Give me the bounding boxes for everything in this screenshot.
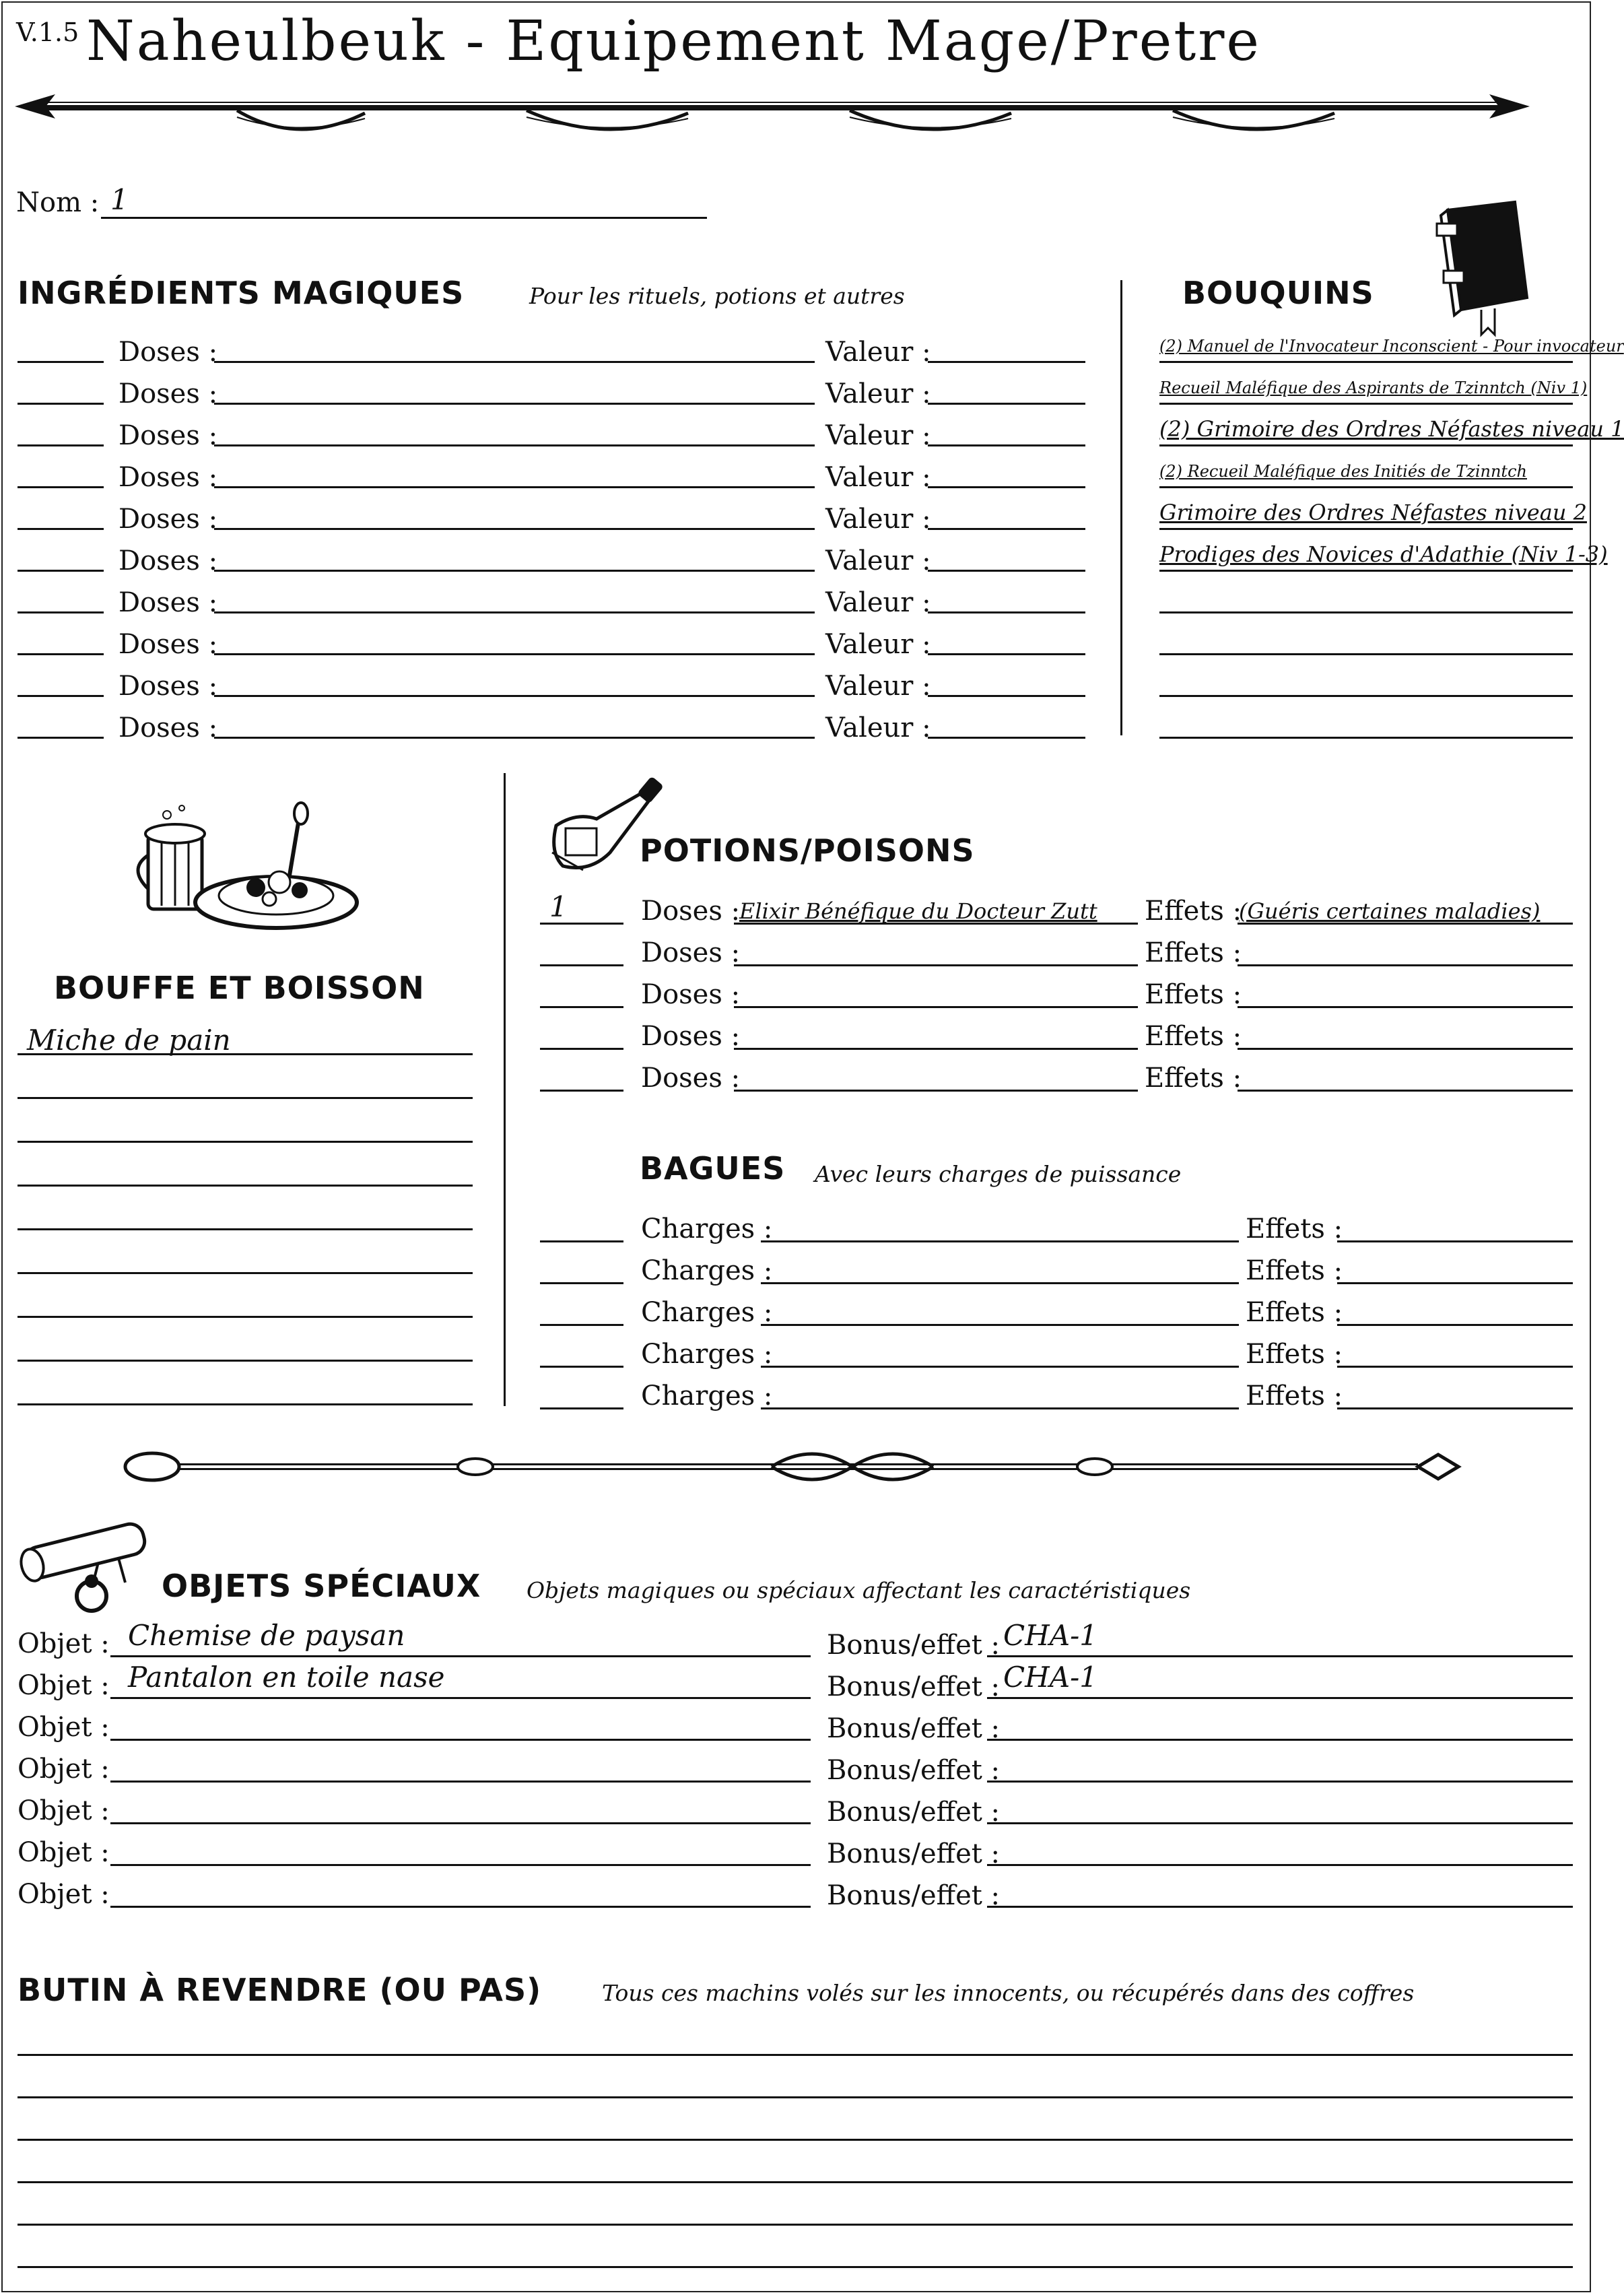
ingredient-qty-field[interactable] — [18, 653, 104, 655]
bonus-field[interactable] — [987, 1864, 1573, 1866]
objets-subtitle: Objets magiques ou spéciaux affectant les caractéristiques — [527, 1577, 1191, 1603]
bagues-title: BAGUES — [640, 1150, 786, 1187]
ingredient-value-field[interactable] — [928, 486, 1085, 488]
doses-label: Doses : — [119, 420, 218, 451]
effets-label: Effets : — [1145, 896, 1242, 927]
potion-effect-field[interactable] — [1238, 964, 1573, 966]
bague-effect-field[interactable] — [1337, 1282, 1573, 1284]
ingredient-value-field[interactable] — [928, 695, 1085, 697]
ingredient-name-field[interactable] — [214, 444, 815, 446]
valeur-label: Valeur : — [825, 337, 931, 368]
doses-label: Doses : — [119, 462, 218, 493]
bagues-subtitle: Avec leurs charges de puissance — [815, 1161, 1182, 1187]
bague-charges-field[interactable] — [761, 1407, 1239, 1409]
potion-name-value: Elixir Bénéfique du Docteur Zutt — [739, 898, 1097, 924]
bague-effect-field[interactable] — [1337, 1407, 1573, 1409]
potion-effect-value: (Guéris certaines maladies) — [1239, 898, 1541, 924]
bouquin-field[interactable] — [1159, 486, 1573, 488]
doses-label: Doses : — [641, 979, 741, 1010]
bouquin-entry: Prodiges des Novices d'Adathie (Niv 1-3) — [1159, 541, 1608, 567]
charges-label: Charges : — [641, 1339, 773, 1370]
objet-field[interactable] — [110, 1864, 811, 1866]
ingredient-qty-field[interactable] — [18, 570, 104, 572]
doses-label: Doses : — [641, 937, 741, 968]
objet-value: Pantalon en toile nase — [128, 1661, 445, 1694]
bonus-value: CHA-1 — [1003, 1619, 1098, 1652]
ingredient-qty-field[interactable] — [18, 737, 104, 739]
butin-field[interactable] — [18, 2054, 1573, 2056]
column-divider — [1120, 280, 1122, 735]
ingredient-name-field[interactable] — [214, 528, 815, 530]
bonus-label: Bonus/effet : — [827, 1630, 1001, 1661]
potion-qty-field[interactable] — [540, 964, 623, 966]
potion-effect-field[interactable] — [1238, 1090, 1573, 1092]
bouquin-field[interactable] — [1159, 444, 1573, 446]
bouquin-field[interactable] — [1159, 737, 1573, 739]
doses-label: Doses : — [119, 545, 218, 576]
potion-name-field[interactable] — [734, 964, 1138, 966]
butin-field[interactable] — [18, 2181, 1573, 2183]
nom-field[interactable] — [101, 217, 707, 219]
valeur-label: Valeur : — [825, 671, 931, 702]
ingredient-value-field[interactable] — [928, 611, 1085, 613]
bague-qty-field[interactable] — [540, 1366, 623, 1368]
bouquin-field[interactable] — [1159, 403, 1573, 405]
objet-label: Objet : — [18, 1795, 110, 1826]
butin-field[interactable] — [18, 2096, 1573, 2098]
ingredients-title: INGRÉDIENTS MAGIQUES — [18, 275, 465, 311]
butin-title: BUTIN À REVENDRE (OU PAS) — [18, 1972, 542, 2008]
doses-label: Doses : — [641, 896, 741, 927]
ingredient-qty-field[interactable] — [18, 403, 104, 405]
butin-field[interactable] — [18, 2139, 1573, 2141]
ingredient-name-field[interactable] — [214, 611, 815, 613]
potion-effect-field[interactable] — [1238, 1006, 1573, 1008]
bague-qty-field[interactable] — [540, 1407, 623, 1409]
nom-label: Nom : — [16, 187, 100, 218]
ingredient-name-field[interactable] — [214, 570, 815, 572]
valeur-label: Valeur : — [825, 378, 931, 409]
ingredient-qty-field[interactable] — [18, 486, 104, 488]
bouquin-field[interactable] — [1159, 695, 1573, 697]
potion-qty-value: 1 — [549, 890, 568, 923]
valeur-label: Valeur : — [825, 504, 931, 535]
bouquin-field[interactable] — [1159, 528, 1573, 530]
scroll-ring-icon — [18, 1508, 159, 1616]
objets-title: OBJETS SPÉCIAUX — [162, 1568, 481, 1604]
charges-label: Charges : — [641, 1255, 773, 1286]
bague-qty-field[interactable] — [540, 1282, 623, 1284]
bouffe-field[interactable] — [18, 1403, 473, 1405]
effets-label: Effets : — [1246, 1339, 1343, 1370]
objet-label: Objet : — [18, 1712, 110, 1743]
bonus-field[interactable] — [987, 1697, 1573, 1699]
bonus-field[interactable] — [987, 1781, 1573, 1783]
bouquin-entry: (2) Manuel de l'Invocateur Inconscient - Pour invocateur — [1159, 337, 1624, 356]
ingredient-name-field[interactable] — [214, 737, 815, 739]
charges-label: Charges : — [641, 1297, 773, 1328]
doses-label: Doses : — [119, 337, 218, 368]
objet-field[interactable] — [110, 1739, 811, 1741]
bouquin-entry: Recueil Maléfique des Aspirants de Tzinntch (Niv 1) — [1159, 378, 1588, 397]
bouffe-field[interactable] — [18, 1185, 473, 1187]
effets-label: Effets : — [1246, 1213, 1343, 1244]
effets-label: Effets : — [1246, 1297, 1343, 1328]
effets-label: Effets : — [1246, 1381, 1343, 1411]
objet-label: Objet : — [18, 1670, 110, 1701]
bague-charges-field[interactable] — [761, 1282, 1239, 1284]
ingredient-name-field[interactable] — [214, 653, 815, 655]
book-icon — [1434, 197, 1535, 338]
ingredient-qty-field[interactable] — [18, 444, 104, 446]
doses-label: Doses : — [641, 1021, 741, 1052]
bouquin-entry: (2) Grimoire des Ordres Néfastes niveau 1 — [1159, 416, 1624, 442]
page-title: Naheulbeuk - Equipement Mage/Pretre — [86, 9, 1261, 73]
butin-field[interactable] — [18, 2224, 1573, 2226]
ingredients-subtitle: Pour les rituels, potions et autres — [529, 283, 905, 309]
objet-label: Objet : — [18, 1837, 110, 1868]
bonus-label: Bonus/effet : — [827, 1880, 1001, 1911]
bouquin-field[interactable] — [1159, 570, 1573, 572]
food-icon — [135, 801, 364, 936]
bouffe-field[interactable] — [18, 1141, 473, 1143]
ingredient-value-field[interactable] — [928, 444, 1085, 446]
staff-divider-icon — [125, 1441, 1458, 1495]
doses-label: Doses : — [119, 629, 218, 660]
bouffe-field[interactable] — [18, 1228, 473, 1230]
potions-title: POTIONS/POISONS — [640, 832, 975, 869]
doses-label: Doses : — [119, 671, 218, 702]
bonus-label: Bonus/effet : — [827, 1713, 1001, 1744]
bague-charges-field[interactable] — [761, 1324, 1239, 1326]
objet-label: Objet : — [18, 1879, 110, 1910]
bague-charges-field[interactable] — [761, 1240, 1239, 1242]
spear-divider-icon — [15, 86, 1530, 147]
bouffe-field[interactable] — [18, 1316, 473, 1318]
nom-value: 1 — [110, 183, 129, 216]
bonus-label: Bonus/effet : — [827, 1797, 1001, 1828]
valeur-label: Valeur : — [825, 587, 931, 618]
ingredient-value-field[interactable] — [928, 737, 1085, 739]
version-label: V.1.5 — [16, 18, 79, 47]
doses-label: Doses : — [119, 712, 218, 743]
doses-label: Doses : — [641, 1063, 741, 1094]
effets-label: Effets : — [1145, 979, 1242, 1010]
ingredient-qty-field[interactable] — [18, 528, 104, 530]
charges-label: Charges : — [641, 1381, 773, 1411]
objet-field[interactable] — [110, 1655, 811, 1657]
bague-effect-field[interactable] — [1337, 1240, 1573, 1242]
effets-label: Effets : — [1145, 937, 1242, 968]
potion-effect-field[interactable] — [1238, 1048, 1573, 1050]
ingredient-qty-field[interactable] — [18, 361, 104, 363]
bouquin-field[interactable] — [1159, 653, 1573, 655]
bouquin-entry: (2) Recueil Maléfique des Initiés de Tzinntch — [1159, 462, 1527, 481]
doses-label: Doses : — [119, 378, 218, 409]
bouffe-title: BOUFFE ET BOISSON — [54, 970, 425, 1006]
bonus-field[interactable] — [987, 1822, 1573, 1824]
butin-field[interactable] — [18, 2266, 1573, 2268]
bague-charges-field[interactable] — [761, 1366, 1239, 1368]
bonus-field[interactable] — [987, 1655, 1573, 1657]
bouffe-entry: Miche de pain — [27, 1024, 231, 1057]
bague-qty-field[interactable] — [540, 1324, 623, 1326]
valeur-label: Valeur : — [825, 712, 931, 743]
potion-qty-field[interactable] — [540, 1048, 623, 1050]
effets-label: Effets : — [1145, 1021, 1242, 1052]
potion-name-field[interactable] — [734, 1090, 1138, 1092]
column-divider-2 — [504, 773, 506, 1406]
bouffe-field[interactable] — [18, 1360, 473, 1362]
bouquin-field[interactable] — [1159, 361, 1573, 363]
ingredient-value-field[interactable] — [928, 653, 1085, 655]
potion-qty-field[interactable] — [540, 1006, 623, 1008]
bonus-label: Bonus/effet : — [827, 1838, 1001, 1869]
ingredient-value-field[interactable] — [928, 570, 1085, 572]
bague-effect-field[interactable] — [1337, 1366, 1573, 1368]
bouffe-field[interactable] — [18, 1272, 473, 1274]
ingredient-qty-field[interactable] — [18, 695, 104, 697]
ingredient-value-field[interactable] — [928, 528, 1085, 530]
ingredient-qty-field[interactable] — [18, 611, 104, 613]
bonus-label: Bonus/effet : — [827, 1755, 1001, 1786]
ingredient-value-field[interactable] — [928, 403, 1085, 405]
ingredient-name-field[interactable] — [214, 695, 815, 697]
valeur-label: Valeur : — [825, 629, 931, 660]
bouquin-field[interactable] — [1159, 611, 1573, 613]
objet-field[interactable] — [110, 1697, 811, 1699]
bouquins-title: BOUQUINS — [1182, 275, 1374, 311]
ingredient-name-field[interactable] — [214, 486, 815, 488]
objet-label: Objet : — [18, 1754, 110, 1785]
effets-label: Effets : — [1145, 1063, 1242, 1094]
objet-value: Chemise de paysan — [128, 1619, 405, 1652]
ingredient-name-field[interactable] — [214, 403, 815, 405]
valeur-label: Valeur : — [825, 545, 931, 576]
doses-label: Doses : — [119, 587, 218, 618]
effets-label: Effets : — [1246, 1255, 1343, 1286]
bouffe-field[interactable] — [18, 1097, 473, 1099]
ingredient-value-field[interactable] — [928, 361, 1085, 363]
objet-field[interactable] — [110, 1906, 811, 1908]
bonus-label: Bonus/effet : — [827, 1671, 1001, 1702]
potion-name-field[interactable] — [734, 1048, 1138, 1050]
bonus-value: CHA-1 — [1003, 1661, 1098, 1694]
doses-label: Doses : — [119, 504, 218, 535]
objet-label: Objet : — [18, 1628, 110, 1659]
potion-qty-field[interactable] — [540, 1090, 623, 1092]
objet-field[interactable] — [110, 1781, 811, 1783]
butin-subtitle: Tous ces machins volés sur les innocents, ou récupérés dans des coffres — [602, 1980, 1415, 2006]
ingredient-name-field[interactable] — [214, 361, 815, 363]
valeur-label: Valeur : — [825, 462, 931, 493]
bague-qty-field[interactable] — [540, 1240, 623, 1242]
bouquin-entry: Grimoire des Ordres Néfastes niveau 2 — [1159, 500, 1587, 525]
charges-label: Charges : — [641, 1213, 773, 1244]
bonus-field[interactable] — [987, 1739, 1573, 1741]
valeur-label: Valeur : — [825, 420, 931, 451]
potion-name-field[interactable] — [734, 1006, 1138, 1008]
objet-field[interactable] — [110, 1822, 811, 1824]
bague-effect-field[interactable] — [1337, 1324, 1573, 1326]
bonus-field[interactable] — [987, 1906, 1573, 1908]
